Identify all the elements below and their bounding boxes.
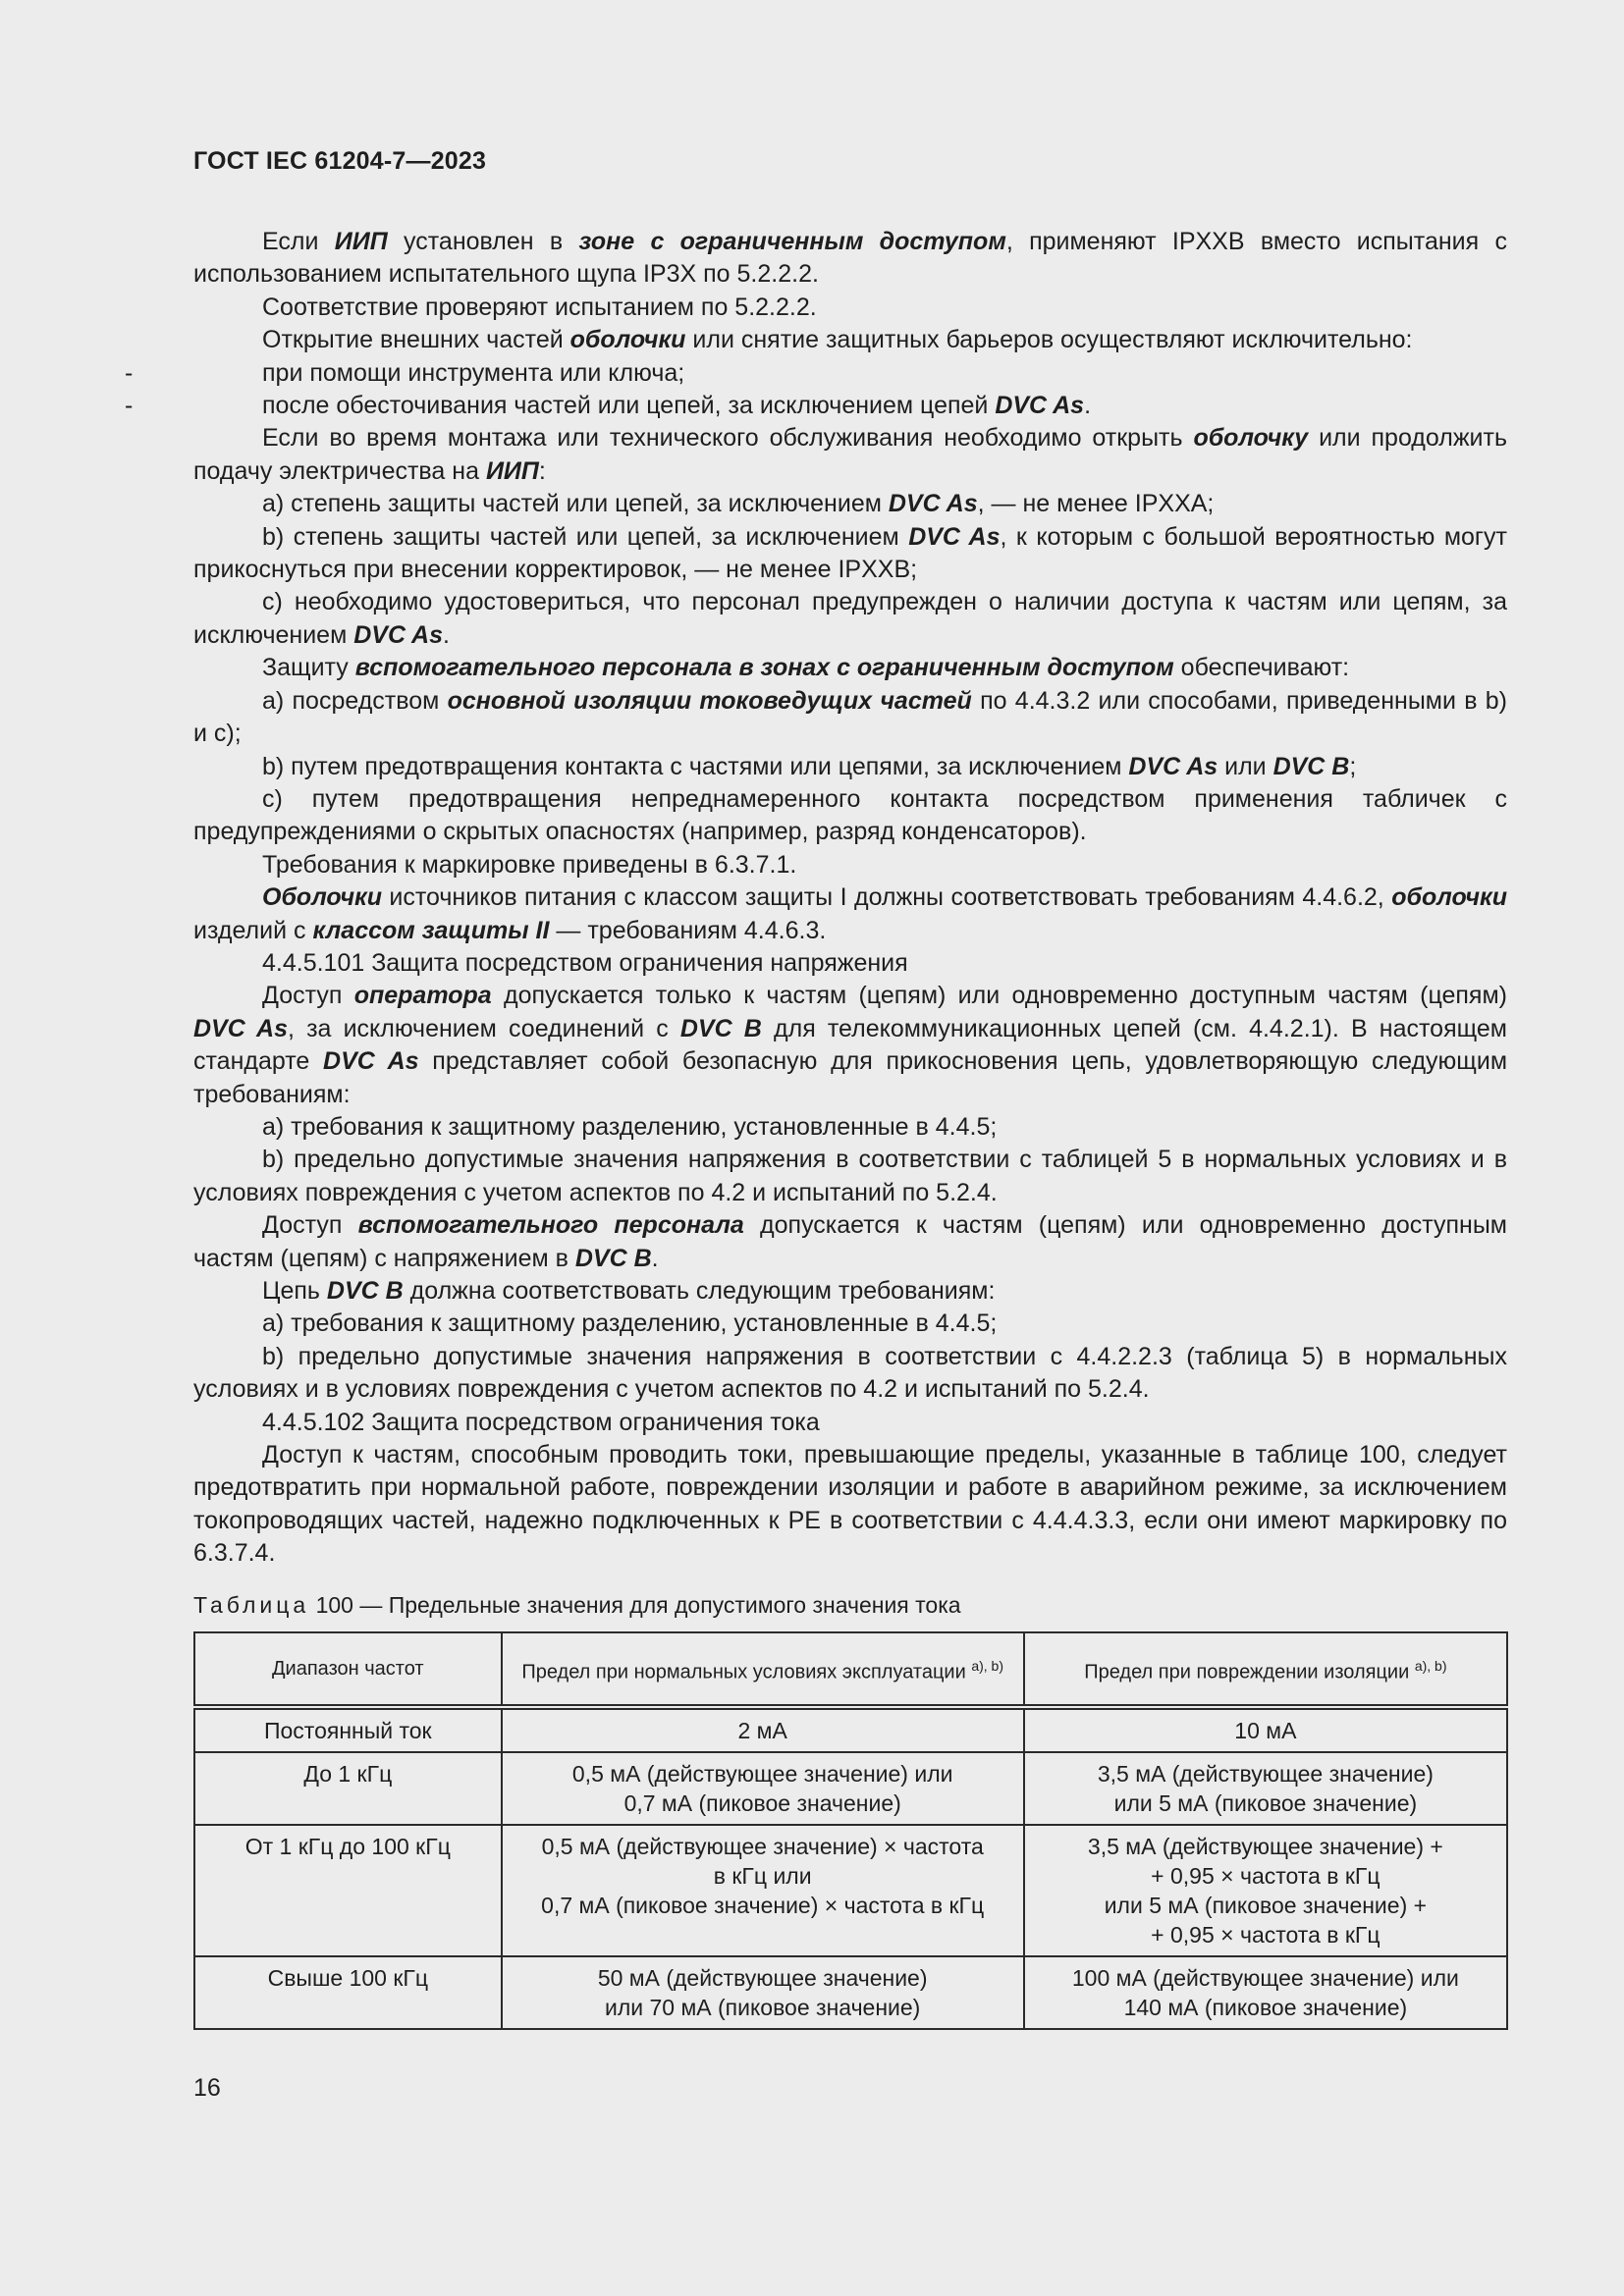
text-run: . bbox=[1084, 392, 1092, 420]
paragraph bbox=[193, 881, 1507, 947]
paragraph bbox=[193, 685, 1507, 751]
table-caption-word: Таблица bbox=[193, 1592, 310, 1618]
table-cell: 50 мА (действующее значение) или 70 мА (пиковое значение) bbox=[502, 1956, 1024, 2029]
text-run: — требованиям 4.4.6.3. bbox=[549, 916, 827, 944]
text-run: , к которым с большой вероятностью могут прикоснуться при внесении корректировок, — не менее IPXXB; bbox=[193, 522, 1508, 584]
header-footnote-ref: a), b) bbox=[971, 1657, 1004, 1674]
paragraph bbox=[125, 390, 1507, 422]
page-number: 16 bbox=[193, 2074, 221, 2102]
paragraph bbox=[193, 1308, 1507, 1340]
paragraph bbox=[193, 488, 1507, 520]
list-dash: - bbox=[125, 358, 134, 387]
text-run: установлен в bbox=[387, 228, 579, 255]
term-emphasis: вспомогательного персонала bbox=[357, 1211, 744, 1240]
text-run: Если bbox=[262, 228, 335, 255]
term-emphasis: DVC As bbox=[193, 1014, 288, 1042]
text-run: . bbox=[442, 620, 450, 649]
text-run: 4.4.5.102 Защита посредством ограничения тока bbox=[262, 1408, 820, 1436]
text-run: Доступ bbox=[262, 982, 354, 1010]
text-run: после обесточивания частей или цепей, за исключением цепей bbox=[262, 392, 996, 420]
term-emphasis: DVC As bbox=[353, 620, 443, 649]
paragraph bbox=[193, 849, 1507, 881]
paragraph bbox=[193, 586, 1507, 652]
text-run: a) степень защиты частей или цепей, за исключением bbox=[262, 490, 889, 518]
text-run: c) необходимо удостовериться, что персонал предупрежден о наличии доступа к частям или цепям, за исключением bbox=[193, 588, 1507, 649]
text-run: или продолжить подачу электричества на bbox=[193, 424, 1508, 485]
text-run: c) путем предотвращения непреднамеренного контакта посредством применения табличек с предупреждениями о скрытых опасностях (например, разряд конденсаторов). bbox=[193, 784, 1507, 846]
text-run: Цепь bbox=[262, 1277, 327, 1305]
paragraph bbox=[193, 1341, 1507, 1407]
text-run: , — не менее IPXXA; bbox=[977, 490, 1215, 518]
paragraph bbox=[193, 783, 1507, 849]
paragraph bbox=[193, 324, 1507, 356]
term-emphasis: ИИП bbox=[334, 228, 388, 255]
text-run: a) требования к защитному разделению, установленные в 4.4.5; bbox=[262, 1112, 998, 1141]
header-fault-limit: Предел при повреждении изоляции $^{a), b)}$ bbox=[1024, 1632, 1507, 1707]
paragraph bbox=[193, 226, 1507, 292]
text-run: 4.4.5.101 Защита посредством ограничения напряжения bbox=[262, 948, 908, 977]
table-cell: 3,5 мА (действующее значение) или 5 мА (пиковое значение) bbox=[1024, 1752, 1507, 1825]
table-cell: 100 мА (действующее значение) или 140 мА (пиковое значение) bbox=[1024, 1956, 1507, 2029]
list-dash: - bbox=[125, 392, 134, 420]
text-run: Соответствие проверяют испытанием по 5.2.2.2. bbox=[262, 293, 817, 321]
table-cell: До 1 кГц bbox=[194, 1752, 502, 1825]
table-cell: От 1 кГц до 100 кГц bbox=[194, 1825, 502, 1956]
text-run: b) путем предотвращения контакта с частями или цепями, за исключением bbox=[262, 752, 1129, 780]
text-run: для телекоммуникационных цепей (см. 4.4.2.1). В настоящем стандарте bbox=[193, 1014, 1507, 1076]
paragraph bbox=[125, 357, 1507, 390]
text-run: должна соответствовать следующим требованиям: bbox=[403, 1277, 996, 1305]
paragraph bbox=[193, 1111, 1507, 1144]
table-row bbox=[194, 1956, 1507, 2029]
text-run: Доступ к частям, способным проводить токи, превышающие пределы, указанные в таблице 100, следует предотвратить при нормальной работе, повреждении изоляции и работе в аварийном режиме, за исключением токопроводящих частей, надежно подключенных к PE в соответствии с 4.4.4.3.3, если они имеют маркировку по 6.3.7.4. bbox=[193, 1441, 1507, 1568]
text-run: , применяют IPXXB вместо испытания с использованием испытательного щупа IP3X по 5.2.2.2. bbox=[193, 228, 1507, 289]
term-emphasis: вспомогательного персонала в зонах с ограниченным доступом bbox=[354, 654, 1174, 682]
text-run: обеспечивают: bbox=[1173, 654, 1350, 682]
current-limits-table bbox=[193, 1631, 1508, 2030]
term-emphasis: ИИП bbox=[485, 456, 539, 485]
text-run: по 4.4.3.2 или способами, приведенными в b) и c); bbox=[193, 686, 1507, 748]
text-run: , за исключением соединений с bbox=[287, 1014, 680, 1042]
term-emphasis: DVC As bbox=[995, 392, 1085, 420]
table-row bbox=[194, 1752, 1507, 1825]
table-caption-title: 100 — Предельные значения для допустимого значения тока bbox=[309, 1592, 961, 1618]
document-id-header: ГОСТ IEC 61204-7—2023 bbox=[193, 147, 487, 175]
paragraph bbox=[193, 1144, 1507, 1209]
text-run: или снятие защитных барьеров осуществляют исключительно: bbox=[685, 326, 1413, 354]
text-run: b) предельно допустимые значения напряжения в соответствии с таблицей 5 в нормальных условиях и в условиях повреждения с учетом аспектов по 4.2 и испытаний по 5.2.4. bbox=[193, 1146, 1507, 1206]
term-emphasis: DVC B bbox=[326, 1277, 404, 1305]
term-emphasis: DVC As bbox=[1128, 752, 1218, 780]
text-run: изделий с bbox=[193, 916, 313, 944]
text-run: Защиту bbox=[262, 654, 355, 682]
header-footnote-ref: a), b) bbox=[1414, 1657, 1447, 1674]
table-row bbox=[194, 1825, 1507, 1956]
text-run: допускается только к частям (цепям) или одновременно доступным частям (цепям) bbox=[491, 982, 1507, 1010]
text-run: b) предельно допустимые значения напряжения в соответствии с 4.4.2.2.3 (таблица 5) в нормальных условиях и в условиях повреждения с учетом аспектов по 4.2 и испытаний по 5.2.4. bbox=[193, 1342, 1507, 1404]
paragraph bbox=[193, 1407, 1507, 1439]
text-run: представляет собой безопасную для прикосновения цепь, удовлетворяющую следующим требованиям: bbox=[193, 1047, 1508, 1108]
table-cell: 10 мА bbox=[1024, 1707, 1507, 1752]
text-run: или bbox=[1218, 752, 1273, 780]
text-run: . bbox=[651, 1244, 659, 1272]
term-emphasis: DVC As bbox=[323, 1047, 419, 1076]
paragraph bbox=[193, 422, 1507, 488]
term-emphasis: DVC As bbox=[908, 522, 1001, 551]
text-run: b) степень защиты частей или цепей, за исключением bbox=[262, 522, 909, 551]
table-cell: 0,5 мА (действующее значение) или 0,7 мА (пиковое значение) bbox=[502, 1752, 1024, 1825]
term-emphasis: оболочку bbox=[1193, 424, 1309, 453]
text-run: : bbox=[538, 456, 546, 485]
term-emphasis: DVC B bbox=[1272, 752, 1350, 780]
header-normal-limit: Предел при нормальных условиях эксплуатации $^{a), b)}$ bbox=[502, 1632, 1024, 1707]
text-run: допускается к частям (цепям) или одновременно доступным частям (цепям) с напряжением в bbox=[193, 1211, 1507, 1272]
table-cell: 0,5 мА (действующее значение) × частота в кГц или 0,7 мА (пиковое значение) × частота в кГц bbox=[502, 1825, 1024, 1956]
paragraph bbox=[193, 751, 1507, 783]
paragraph bbox=[193, 1209, 1507, 1275]
term-emphasis: зоне с ограниченным доступом bbox=[578, 228, 1006, 255]
term-emphasis: оболочки bbox=[1391, 883, 1507, 912]
paragraph bbox=[193, 521, 1507, 587]
term-emphasis: классом защиты II bbox=[312, 916, 550, 944]
term-emphasis: оболочки bbox=[569, 326, 686, 354]
table-cell: 3,5 мА (действующее значение) + + 0,95 × частота в кГц или 5 мА (пиковое значение) + + 0,95 × частота в кГц bbox=[1024, 1825, 1507, 1956]
paragraph bbox=[193, 292, 1507, 324]
text-run: Открытие внешних частей bbox=[262, 326, 570, 354]
term-emphasis: DVC B bbox=[679, 1014, 762, 1042]
text-run: Доступ bbox=[262, 1211, 358, 1240]
table-cell: 2 мА bbox=[502, 1707, 1024, 1752]
table-caption bbox=[193, 1592, 961, 1619]
table-cell: Постоянный ток bbox=[194, 1707, 502, 1752]
paragraph bbox=[193, 1275, 1507, 1308]
term-emphasis: DVC B bbox=[574, 1244, 652, 1272]
text-run: при помощи инструмента или ключа; bbox=[262, 358, 685, 387]
header-frequency-range: Диапазон частот bbox=[194, 1632, 502, 1707]
paragraph bbox=[193, 1439, 1507, 1571]
text-run: a) требования к защитному разделению, установленные в 4.4.5; bbox=[262, 1309, 998, 1338]
term-emphasis: оператора bbox=[353, 982, 492, 1010]
term-emphasis: основной изоляции токоведущих частей bbox=[447, 686, 972, 715]
paragraph bbox=[193, 947, 1507, 980]
text-run: Требования к маркировке приведены в 6.3.7.1. bbox=[262, 850, 797, 879]
body-text bbox=[125, 226, 1508, 1571]
term-emphasis: DVC As bbox=[888, 490, 978, 518]
paragraph bbox=[193, 652, 1507, 684]
paragraph bbox=[193, 980, 1507, 1111]
text-run: Если во время монтажа или технического обслуживания необходимо открыть bbox=[262, 424, 1194, 453]
table-row bbox=[194, 1707, 1507, 1752]
text-run: ; bbox=[1349, 752, 1357, 780]
table-cell: Свыше 100 кГц bbox=[194, 1956, 502, 2029]
term-emphasis: Оболочки bbox=[262, 883, 382, 912]
text-run: a) посредством bbox=[262, 686, 448, 715]
text-run: источников питания с классом защиты I должны соответствовать требованиям 4.4.6.2, bbox=[381, 883, 1392, 912]
table-header-row bbox=[194, 1632, 1507, 1707]
